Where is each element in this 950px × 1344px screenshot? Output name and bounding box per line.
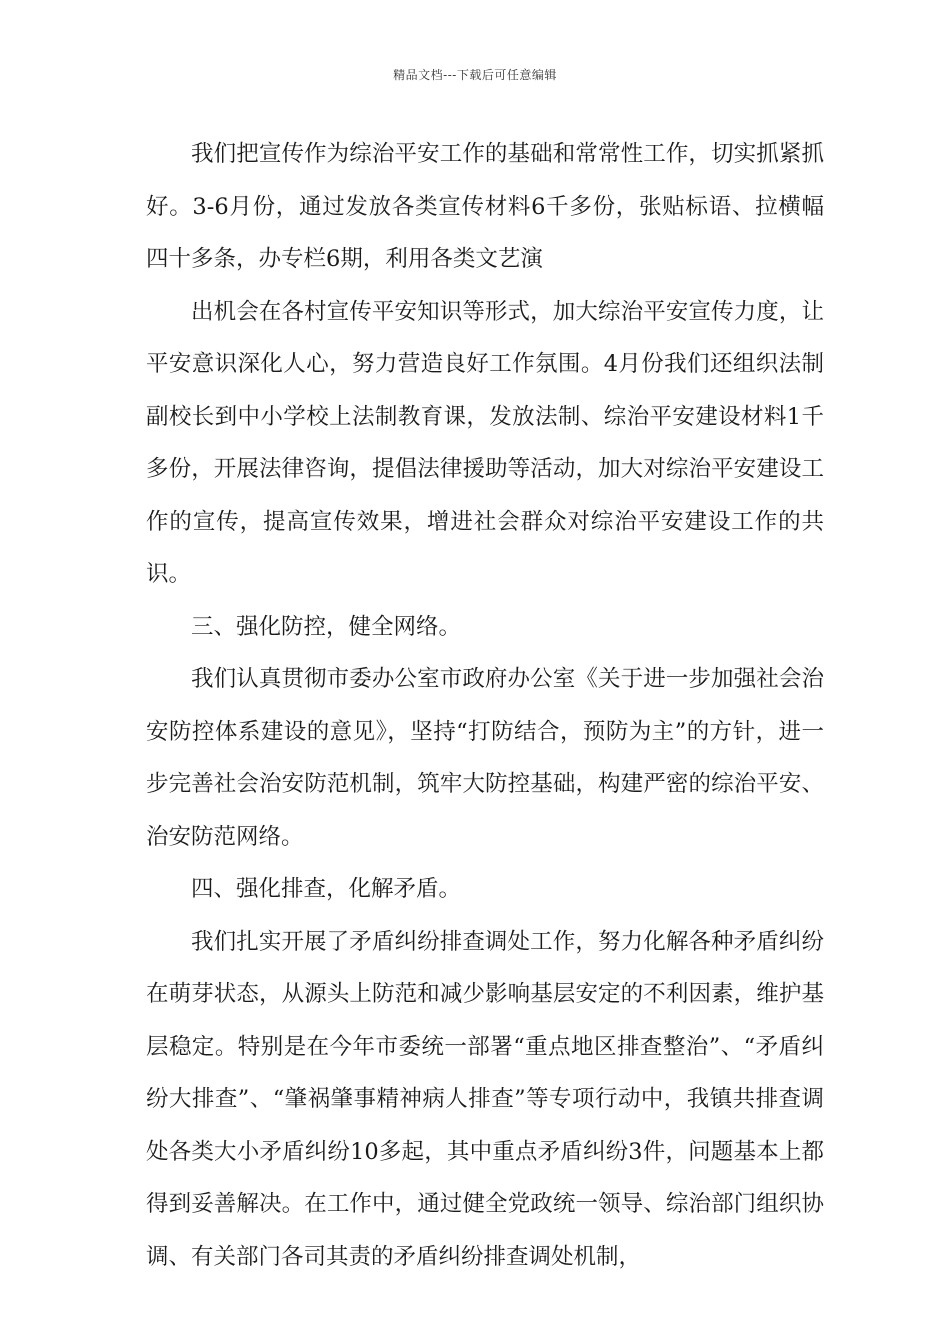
paragraph-publicity-activities: 出机会在各村宣传平安知识等形式，加大综治平安宣传力度，让平安意识深化人心，努力营造良好工作氛围。4月份我们还组织法制副校长到中小学校上法制教育课，发放法制、综治平安建设材料1千多份，开展法律咨询，提倡法律援助等活动，加大对综治平安建设工作的宣传，提高宣传效果，增进社会群众对综治平安建设工作的共识。: [146, 298, 824, 587]
section-heading-three: 三、强化防控，健全网络。: [191, 613, 462, 640]
paragraph-dispute-resolution: 我们扎实开展了矛盾纠纷排查调处工作，努力化解各种矛盾纠纷在萌芽状态，从源头上防范和减少影响基层安定的不利因素，维护基层稳定。特别是在今年市委统一部署“重点地区排查整治”、“矛盾纠纷大排查”、“肇祸肇事精神病人排查”等专项行动中，我镇共排查调处各类大小矛盾纠纷10多起，其中重点矛盾纠纷3件，问题基本上都得到妥善解决。在工作中，通过健全党政统一领导、综治部门组织协调、有关部门各司其责的矛盾纠纷排查调处机制，: [146, 928, 824, 1270]
paragraph-publicity-materials: 我们把宣传作为综治平安工作的基础和常常性工作，切实抓紧抓好。3-6月份，通过发放各类宣传材料6千多份，张贴标语、拉横幅四十多条，办专栏6期，利用各类文艺演: [146, 141, 824, 272]
paragraph-prevention-network: 我们认真贯彻市委办公室市政府办公室《关于进一步加强社会治安防控体系建设的意见》，坚持“打防结合，预防为主”的方针，进一步完善社会治安防范机制，筑牢大防控基础，构建严密的综治平安、治安防范网络。: [146, 666, 824, 850]
page-header: 精品文档---下载后可任意编辑: [393, 68, 557, 82]
section-heading-four: 四、强化排查，化解矛盾。: [191, 876, 462, 902]
document-body: [146, 128, 824, 1283]
